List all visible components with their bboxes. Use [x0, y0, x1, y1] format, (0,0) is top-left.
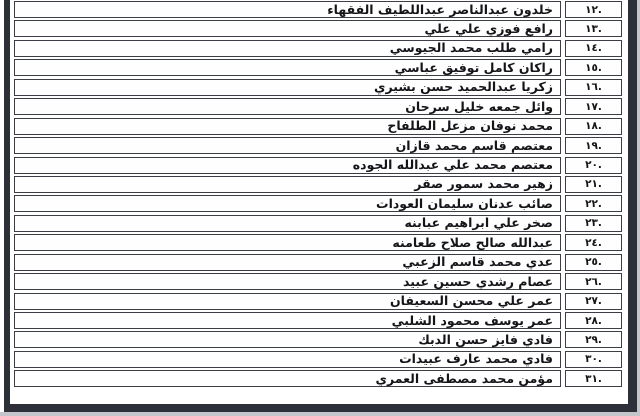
table-row — [14, 20, 622, 37]
full-name-cell: عبدالله صالح صلاح طعامنه — [14, 234, 561, 251]
serial-number-cell: ٢٠. — [565, 157, 622, 174]
table-row — [14, 98, 622, 115]
table-row — [14, 293, 622, 310]
full-name-cell: رامي طلب محمد الجيوسي — [14, 40, 561, 57]
table-row — [14, 273, 622, 290]
serial-number-cell: ١٥. — [565, 59, 622, 76]
serial-number-cell: ٣٠. — [565, 351, 622, 368]
serial-number-cell: ٢٩. — [565, 331, 622, 348]
serial-number-cell: ١٢. — [565, 1, 622, 18]
table-row — [14, 331, 622, 348]
table-row — [14, 254, 622, 271]
table-row — [14, 351, 622, 368]
table-row — [14, 40, 622, 57]
full-name-cell: فادي محمد عارف عبيدات — [14, 351, 561, 368]
full-name-cell: رافع فوزي علي علي — [14, 20, 561, 37]
table-row — [14, 176, 622, 193]
serial-number-cell: ٣١. — [565, 370, 622, 387]
table-row — [14, 234, 622, 251]
full-name-cell: صائب عدنان سليمان العودات — [14, 195, 561, 212]
names-table — [14, 1, 622, 387]
serial-number-cell: ٢٣. — [565, 215, 622, 232]
full-name-cell: خلدون عبدالناصر عبداللطيف الفقهاء — [14, 1, 561, 18]
full-name-cell: عدي محمد قاسم الزعبي — [14, 254, 561, 271]
table-row — [14, 370, 622, 387]
full-name-cell: زكريا عبدالحميد حسن بشيري — [14, 79, 561, 96]
table-row — [14, 1, 622, 18]
table-row — [14, 195, 622, 212]
full-name-cell: معتصم قاسم محمد قازان — [14, 137, 561, 154]
serial-number-cell: ٢١. — [565, 176, 622, 193]
table-row — [14, 59, 622, 76]
serial-number-cell: ١٣. — [565, 20, 622, 37]
serial-number-cell: ٢٤. — [565, 234, 622, 251]
serial-number-cell: ٢٢. — [565, 195, 622, 212]
full-name-cell: فادي فايز حسن الدبك — [14, 331, 561, 348]
table-row — [14, 137, 622, 154]
serial-number-cell: ٢٦. — [565, 273, 622, 290]
serial-number-cell: ٢٥. — [565, 254, 622, 271]
serial-number-cell: ١٦. — [565, 79, 622, 96]
table-row — [14, 157, 622, 174]
full-name-cell: وائل جمعه خليل سرحان — [14, 98, 561, 115]
full-name-cell: عمر يوسف محمود الشلبي — [14, 312, 561, 329]
serial-number-cell: ١٨. — [565, 118, 622, 135]
full-name-cell: عصام رشدي حسين عبيد — [14, 273, 561, 290]
full-name-cell: صخر علي ابراهيم عبابنه — [14, 215, 561, 232]
full-name-cell: مؤمن محمد مصطفى العمري — [14, 370, 561, 387]
page-edge-bottom — [0, 412, 640, 416]
serial-number-cell: ٢٨. — [565, 312, 622, 329]
table-row — [14, 118, 622, 135]
full-name-cell: عمر علي محسن السعيفان — [14, 293, 561, 310]
serial-number-cell: ١٤. — [565, 40, 622, 57]
full-name-cell: محمد نوفان مزعل الطلفاح — [14, 118, 561, 135]
full-name-cell: راكان كامل توفيق عباسي — [14, 59, 561, 76]
serial-number-cell: ٢٧. — [565, 293, 622, 310]
serial-number-cell: ١٧. — [565, 98, 622, 115]
table-row — [14, 215, 622, 232]
table-row — [14, 312, 622, 329]
table-row — [14, 79, 622, 96]
serial-number-cell: ١٩. — [565, 137, 622, 154]
full-name-cell: زهير محمد سمور صقر — [14, 176, 561, 193]
full-name-cell: معتصم محمد علي عبدالله الجوده — [14, 157, 561, 174]
